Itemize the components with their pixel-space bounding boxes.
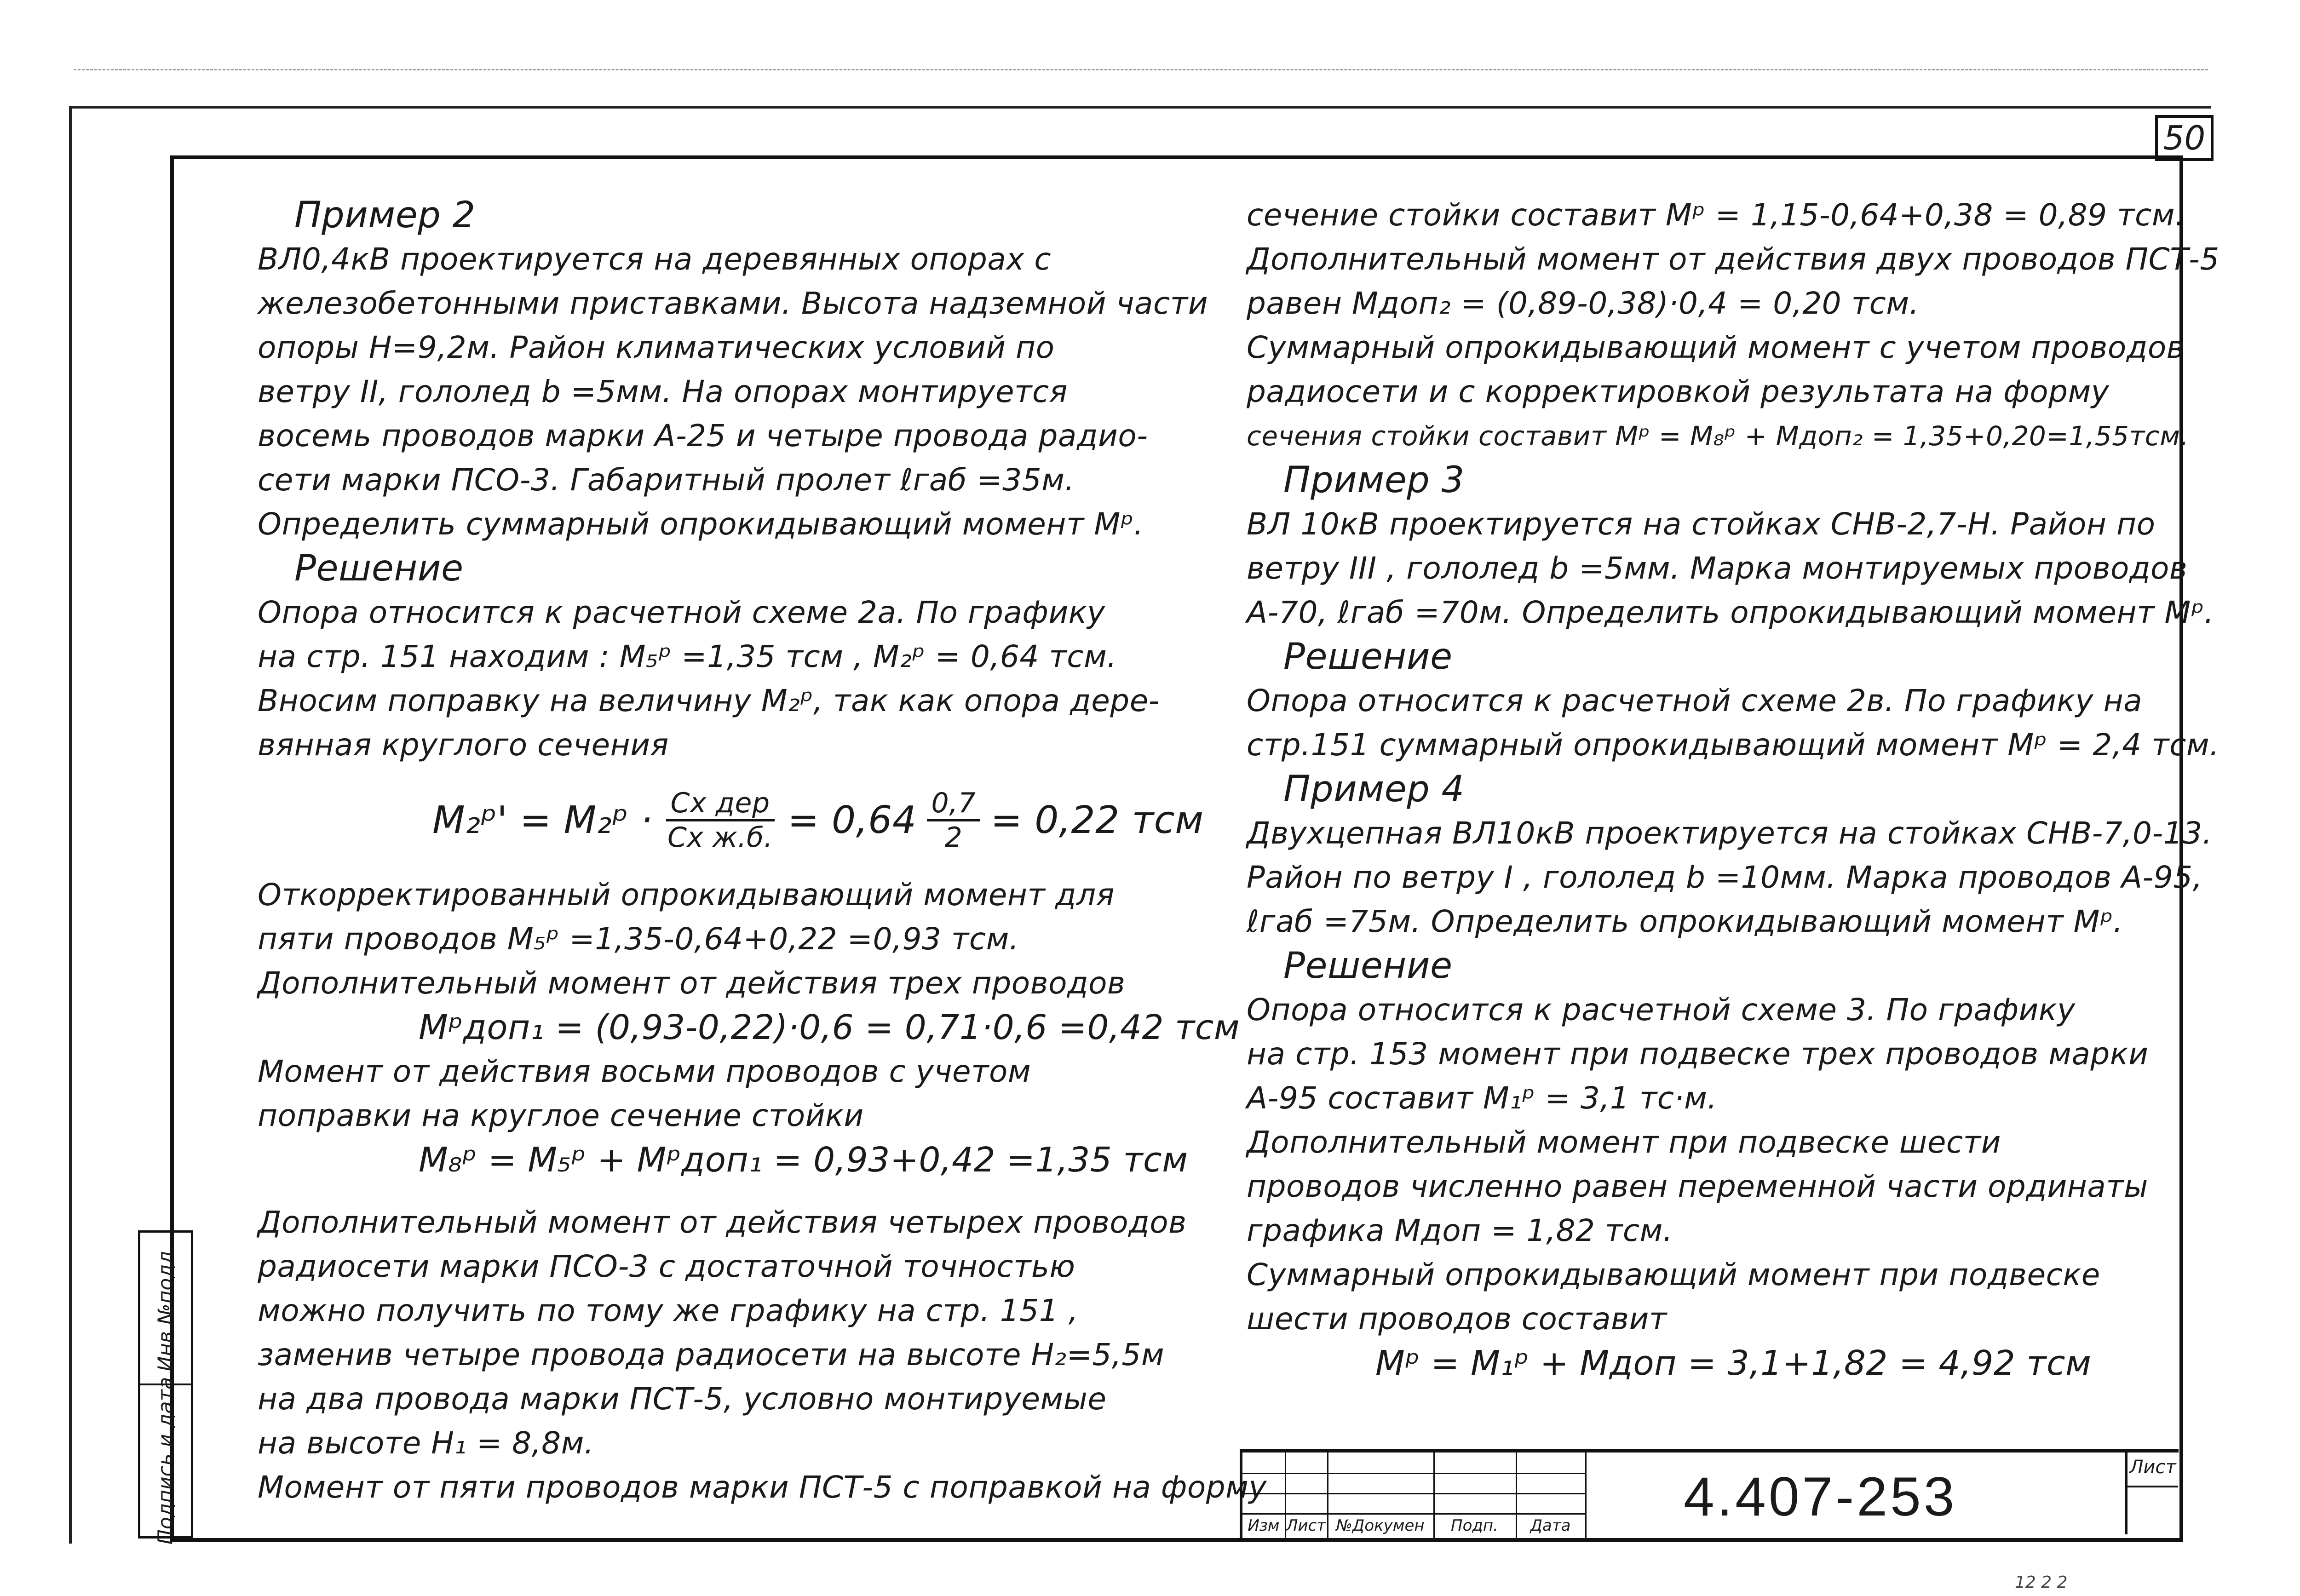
- example-2-title: Пример 2: [294, 195, 476, 236]
- sheet-cell: [2125, 1449, 2178, 1534]
- text-line: сечения стойки составит Mᵖ = M₈ᵖ + Mдоп₂ = 1,35+0,20=1,55тсм.: [1247, 420, 2189, 452]
- text-line: ВЛ 10кВ проектируется на стойках СНВ-2,7-Н. Район по: [1247, 506, 2156, 542]
- text-line: Откорректированный опрокидывающий момент для: [258, 877, 1115, 913]
- formula-rhs: = 0,22 тсм: [990, 798, 1204, 842]
- solution-4-title: Решение: [1283, 945, 1453, 987]
- formula-dop1: Mᵖдоп₁ = (0,93-0,22)·0,6 = 0,71·0,6 =0,42 тсм: [419, 1008, 1240, 1047]
- fraction-numerator: 0,7: [927, 787, 981, 821]
- text-line: можно получить по тому же графику на стр. 151 ,: [258, 1293, 1079, 1328]
- text-line: шести проводов составит: [1247, 1301, 1667, 1337]
- formula-lhs: M₂ᵖ' = M₂ᵖ ·: [432, 798, 653, 842]
- text-line: проводов численно равен переменной части ординаты: [1247, 1169, 2148, 1204]
- text-line: заменив четыре провода радиосети на высоте H₂=5,5м: [258, 1337, 1165, 1372]
- text-line: поправки на круглое сечение стойки: [258, 1098, 864, 1133]
- tb-label-izm: Изм: [1248, 1516, 1280, 1535]
- text-line: Дополнительный момент от действия двух проводов ПСТ-5: [1247, 241, 2220, 277]
- text-line: радиосети марки ПСО-3 с достаточной точностью: [258, 1249, 1075, 1284]
- text-line: Дополнительный момент от действия трех проводов: [258, 965, 1126, 1001]
- text-line: А-70, ℓгаб =70м. Определить опрокидывающий момент Mᵖ.: [1247, 595, 2214, 630]
- side-stamp-strip: [138, 1230, 193, 1545]
- text-line: Суммарный опрокидывающий момент при подвеске: [1247, 1257, 2100, 1292]
- grid-row-line: [1242, 1493, 1585, 1494]
- text-line: сечение стойки составит Mᵖ = 1,15-0,64+0,38 = 0,89 тсм.: [1247, 197, 2185, 233]
- text-line: вянная круглого сечения: [258, 727, 669, 763]
- tb-label-list: Лист: [1286, 1516, 1326, 1535]
- fraction-value: [927, 787, 981, 854]
- example-3-title: Пример 3: [1283, 459, 1465, 501]
- tb-label-doc: №Докумен: [1336, 1516, 1425, 1535]
- sheet-label: Лист: [2128, 1449, 2178, 1487]
- text-line: Район по ветру I , гололед b =10мм. Марка проводов А-95,: [1247, 860, 2203, 895]
- formula-m8: M₈ᵖ = M₅ᵖ + Mᵖдоп₁ = 0,93+0,42 =1,35 тсм: [419, 1140, 1188, 1180]
- text-line: Суммарный опрокидывающий момент с учетом проводов: [1247, 330, 2185, 365]
- scan-artifact-line: [74, 69, 2208, 70]
- side-cell: [140, 1233, 191, 1385]
- left-column: [258, 193, 1267, 1510]
- text-line: Двухцепная ВЛ10кВ проектируется на стойках СНВ-7,0-13.: [1247, 815, 2213, 851]
- fraction-numerator: Cx дер: [666, 787, 775, 821]
- text-line: пяти проводов M₅ᵖ =1,35-0,64+0,22 =0,93 тсм.: [258, 921, 1019, 957]
- title-block-grid: [1242, 1452, 1585, 1538]
- text-line: на стр. 153 момент при подвеске трех проводов марки: [1247, 1036, 2149, 1072]
- text-line: железобетонными приставками. Высота надземной части: [258, 286, 1208, 321]
- side-label: Подпись и дата: [154, 1377, 178, 1545]
- text-line: Момент от пяти проводов марки ПСТ-5 с поправкой на форму: [258, 1470, 1267, 1505]
- text-line: на стр. 151 находим : M₅ᵖ =1,35 тсм , M₂ᵖ = 0,64 тсм.: [258, 639, 1117, 674]
- document-code: 4.407-253: [1684, 1466, 1957, 1527]
- text-line: Дополнительный момент от действия четырех проводов: [258, 1205, 1187, 1240]
- text-line: Опора относится к расчетной схеме 2а. По графику: [258, 595, 1105, 630]
- text-line: А-95 составит M₁ᵖ = 3,1 тс·м.: [1247, 1080, 1717, 1116]
- text-line: радиосети и с корректировкой результата на форму: [1247, 374, 2110, 409]
- tb-label-sign: Подп.: [1451, 1516, 1498, 1535]
- side-label: Инв.№подл.: [154, 1245, 178, 1372]
- text-line: Определить суммарный опрокидывающий момент Mᵖ.: [258, 506, 1144, 542]
- tb-label-date: Дата: [1530, 1516, 1571, 1535]
- side-cell: [140, 1377, 191, 1545]
- bottom-mark: 12 2 2: [2015, 1573, 2068, 1592]
- text-line: равен Mдоп₂ = (0,89-0,38)·0,4 = 0,20 тсм.: [1247, 286, 1920, 321]
- text-line: опоры H=9,2м. Район климатических условий по: [258, 330, 1055, 365]
- fraction-denominator: 2: [944, 821, 963, 854]
- text-line: ВЛ0,4кВ проектируется на деревянных опорах с: [258, 241, 1052, 277]
- formula-final: Mᵖ = M₁ᵖ + Mдоп = 3,1+1,82 = 4,92 тсм: [1375, 1343, 2092, 1383]
- sheet-number: 50: [2155, 115, 2214, 161]
- example-4-title: Пример 4: [1283, 769, 1465, 810]
- text-line: Вносим поправку на величину M₂ᵖ, так как опора дере-: [258, 683, 1160, 718]
- text-line: ℓгаб =75м. Определить опрокидывающий момент Mᵖ.: [1247, 904, 2123, 939]
- text-line: Опора относится к расчетной схеме 2в. По графику на: [1247, 683, 2143, 718]
- text-line: на высоте H₁ = 8,8м.: [258, 1425, 594, 1461]
- fraction-coefficient: [663, 787, 777, 854]
- text-line: Опора относится к расчетной схеме 3. По графику: [1247, 992, 2076, 1028]
- text-line: ветру II, гололед b =5мм. На опорах монтируется: [258, 374, 1068, 409]
- title-block-labels: [1242, 1513, 1585, 1538]
- formula-mid: = 0,64: [788, 798, 917, 842]
- text-line: Момент от действия восьми проводов с учетом: [258, 1054, 1031, 1089]
- text-line: стр.151 суммарный опрокидывающий момент Mᵖ = 2,4 тсм.: [1247, 727, 2220, 763]
- text-line: на два провода марки ПСТ-5, условно монтируемые: [258, 1381, 1107, 1417]
- solution-3-title: Решение: [1283, 636, 1453, 677]
- text-line: ветру III , гололед b =5мм. Марка монтируемых проводов: [1247, 551, 2188, 586]
- text-line: Дополнительный момент при подвеске шести: [1247, 1125, 2001, 1160]
- fraction-denominator: Cx ж.б.: [667, 821, 773, 854]
- text-line: восемь проводов марки А-25 и четыре провода радио-: [258, 418, 1148, 454]
- solution-title: Решение: [294, 548, 464, 589]
- text-line: графика Mдоп = 1,82 тсм.: [1247, 1213, 1673, 1248]
- grid-row-line: [1242, 1473, 1585, 1474]
- text-line: сети марки ПСО-3. Габаритный пролет ℓгаб =35м.: [258, 462, 1075, 498]
- right-column: [1247, 193, 2220, 1385]
- grid-col-line: [1585, 1452, 1587, 1538]
- formula-correction: [258, 767, 1205, 873]
